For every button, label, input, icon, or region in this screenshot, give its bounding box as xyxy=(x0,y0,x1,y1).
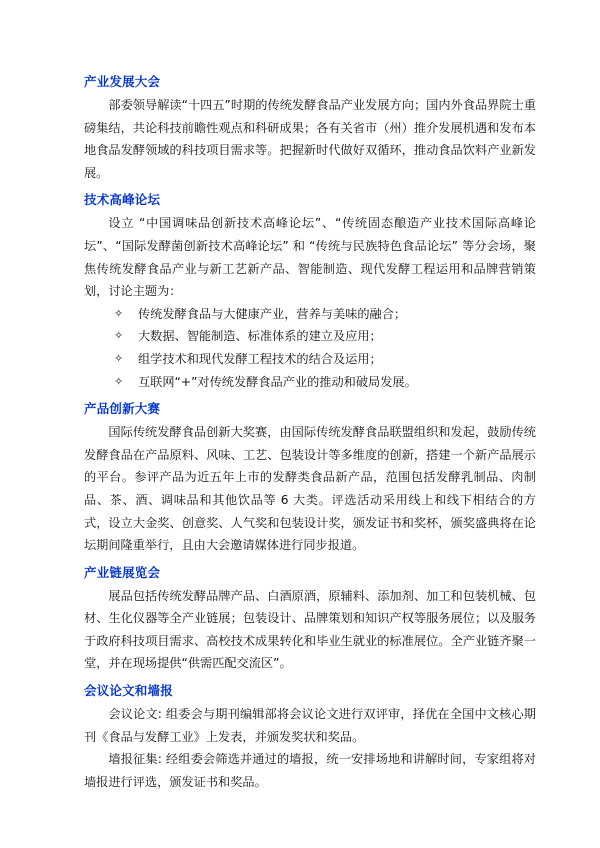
section-paragraph: 国际传统发酵食品创新大奖赛，由国际传统发酵食品联盟组织和发起，鼓励传统发酵食品在产品原料、风味、工艺、包装设计等多维度的创新，搭建一个新产品展示的平台。参评产品为近五年上市的发酵类食品新产品，范围包括发酵乳制品、肉制品、茶、酒、调味品和其他饮品等 6 大类。评选活动采用线上和线下相结合的方式，设立大金奖、创意奖、人气奖和包装设计奖，颁发证书和奖杯，颁奖盛典将在论坛期间隆重举行，且由大会邀请媒体进行同步报道。 xyxy=(84,425,536,553)
section-paragraph: 展品包括传统发酵品牌产品、白酒原酒，原辅料、添加剂、加工和包装机械、包材、生化仪器等全产业链展；包装设计、品牌策划和知识产权等服务展位；以及服务于政府科技项目需求、高校技术成果转化和毕业生就业的标准展位。全产业链齐聚一堂，并在现场提供“供需匹配交流区”。 xyxy=(84,588,536,671)
section-industry-development-conference xyxy=(84,70,536,184)
section-heading: 会议论文和墙报 xyxy=(84,683,173,699)
section-paragraph: 会议论文: 组委会与期刊编辑部将会议论文进行双评审，择优在全国中文核心期刊《食品与发酵工业》上发表，并颁发奖状和奖品。 xyxy=(84,707,536,744)
diamond-bullet-icon: ✧ xyxy=(114,329,124,343)
list-item xyxy=(84,371,536,394)
section-paragraph: 设立 “中国调味品创新技术高峰论坛”、“传统固态酿造产业技术国际高峰论坛”、“国际发酵菌创新技术高峰论坛” 和 “传统与民族特色食品论坛” 等分会场，聚焦传统发酵食品产业与新工艺新产品、智能制造、现代发酵工程运用和品牌营销策划，讨论主题为： xyxy=(84,216,536,299)
list-item-label: 组学技术和现代发酵工程技术的结合及运用； xyxy=(138,351,382,366)
section-paragraph: 部委领导解读“十四五”时期的传统发酵食品产业发展方向；国内外食品界院士重磅集结，共论科技前瞻性观点和科研成果；各有关省市（州）推介发展机遇和发布本地食品发酵领域的科技项目需求等。把握新时代做好双循环，推动食品饮料产业新发展。 xyxy=(84,98,536,180)
list-item-label: 大数据、智能制造、标准体系的建立及应用； xyxy=(138,329,382,344)
section-product-innovation-competition xyxy=(84,397,536,557)
section-heading: 技术高峰论坛 xyxy=(84,192,161,208)
section-technology-summit-forum xyxy=(84,188,536,393)
list-item-label: 传统发酵食品与大健康产业，营养与美味的融合； xyxy=(138,306,407,321)
list-item xyxy=(84,325,536,348)
section-heading: 产业链展览会 xyxy=(84,564,161,580)
section-heading: 产品创新大赛 xyxy=(84,401,161,417)
diamond-bullet-icon: ✧ xyxy=(114,374,124,388)
list-item xyxy=(84,303,536,326)
section-industry-chain-exhibition xyxy=(84,561,536,675)
list-item xyxy=(84,348,536,371)
list-item-label: 互联网“+”对传统发酵食品产业的推动和破局发展。 xyxy=(138,374,417,389)
forum-topic-list xyxy=(84,303,536,393)
section-paragraph: 墙报征集: 经组委会筛选并通过的墙报，统一安排场地和讲解时间，专家组将对墙报进行评选，颁发证书和奖品。 xyxy=(84,752,536,789)
diamond-bullet-icon: ✧ xyxy=(114,306,124,320)
section-heading: 产业发展大会 xyxy=(84,74,161,89)
diamond-bullet-icon: ✧ xyxy=(114,351,124,365)
section-conference-papers-and-posters xyxy=(84,679,536,793)
